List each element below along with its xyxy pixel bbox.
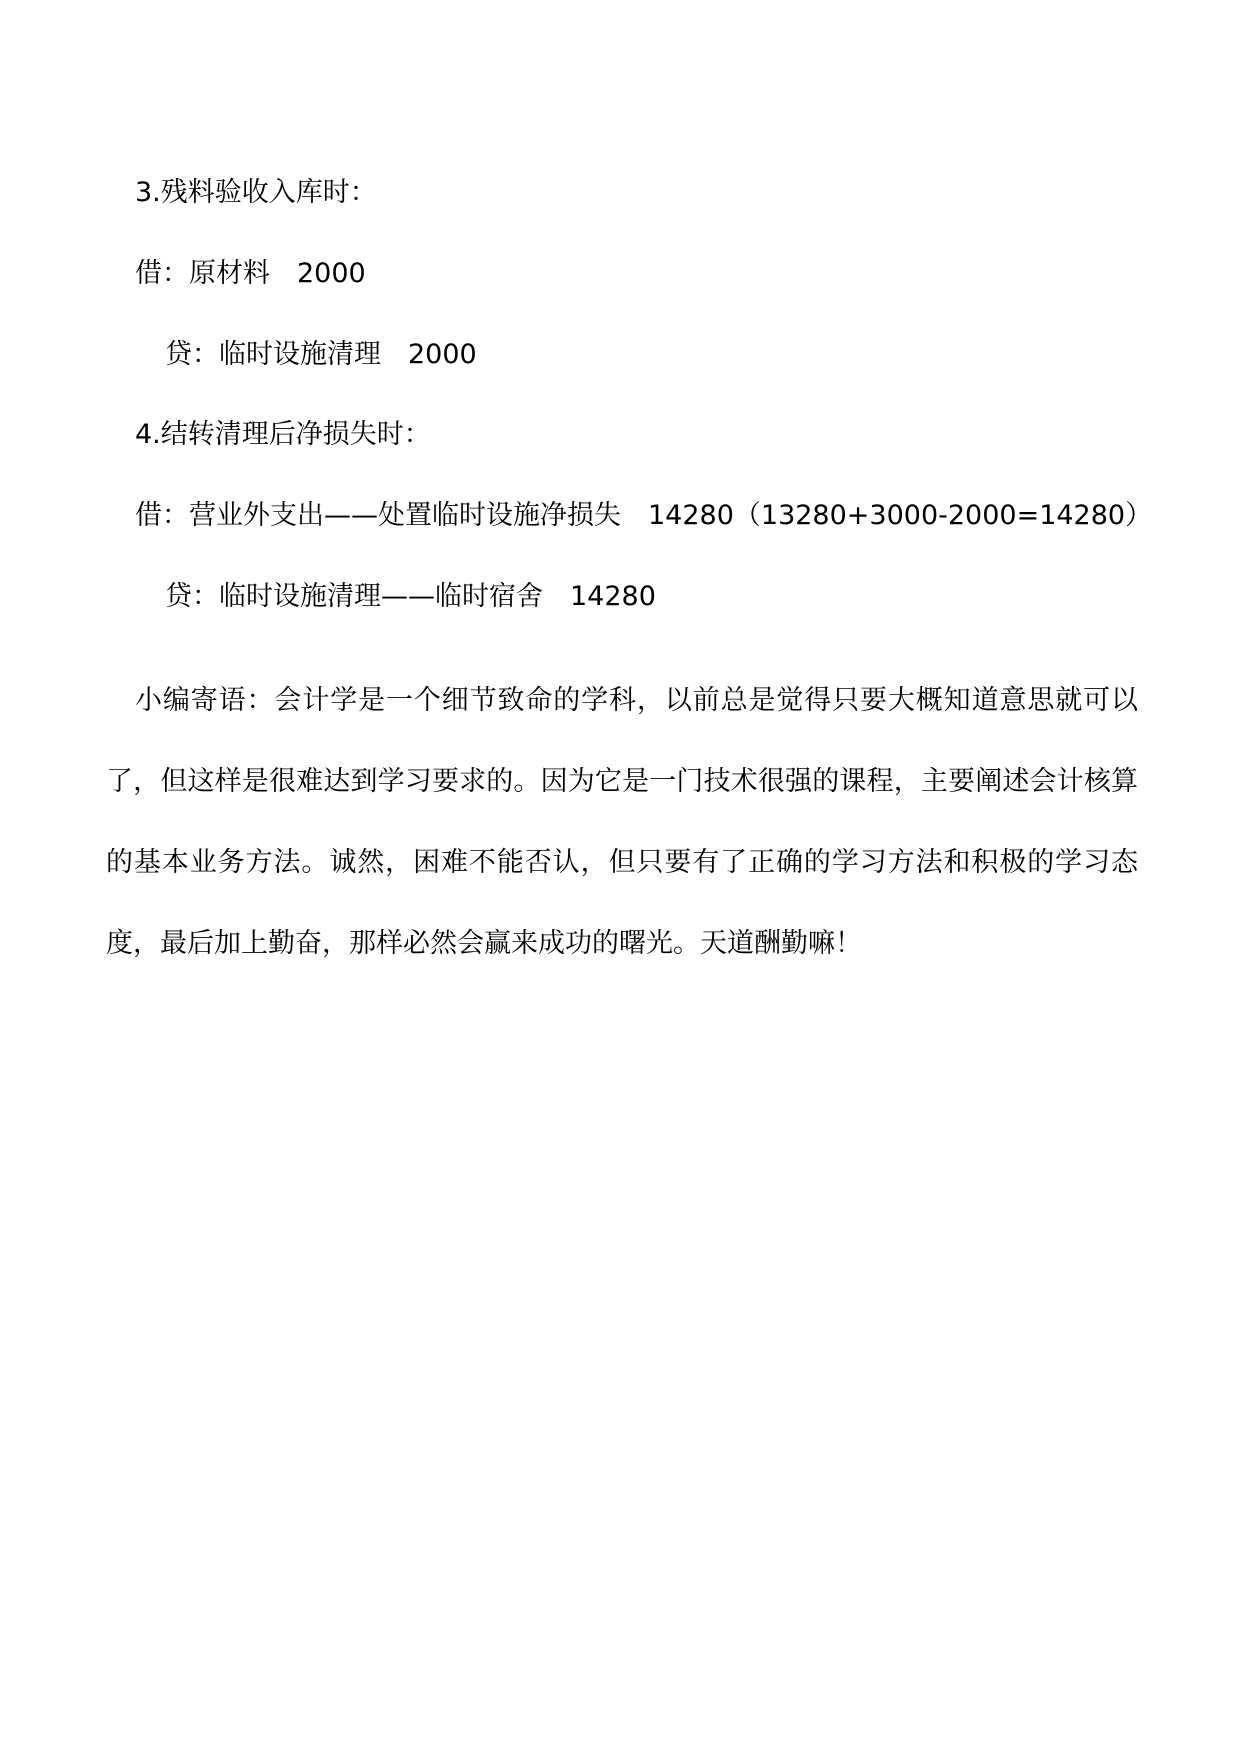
step3-heading: 3.残料验收入库时： (135, 177, 377, 208)
editor-note-paragraph: 小编寄语：会计学是一个细节致命的学科，以前总是觉得只要大概知道意思就可以了，但这样是很难达到学习要求的。因为它是一门技术很强的课程，主要阐述会计核算的基本业务方法。诚然，困难不能否认，但只要有了正确的学习方法和积极的学习态度，最后加上勤奋，那样必然会赢来成功的曙光。天道酬勤嘛！ (106, 685, 1138, 959)
step3-debit-entry: 借：原材料 2000 (135, 258, 366, 289)
step4-credit-entry: 贷：临时设施清理——临时宿舍 14280 (165, 581, 656, 612)
step4-debit-entry: 借：营业外支出——处置临时设施净损失 14280（13280+3000-2000=14280） (135, 500, 1153, 531)
step3-credit-entry: 贷：临时设施清理 2000 (165, 339, 477, 370)
step4-heading: 4.结转清理后净损失时： (135, 419, 431, 450)
